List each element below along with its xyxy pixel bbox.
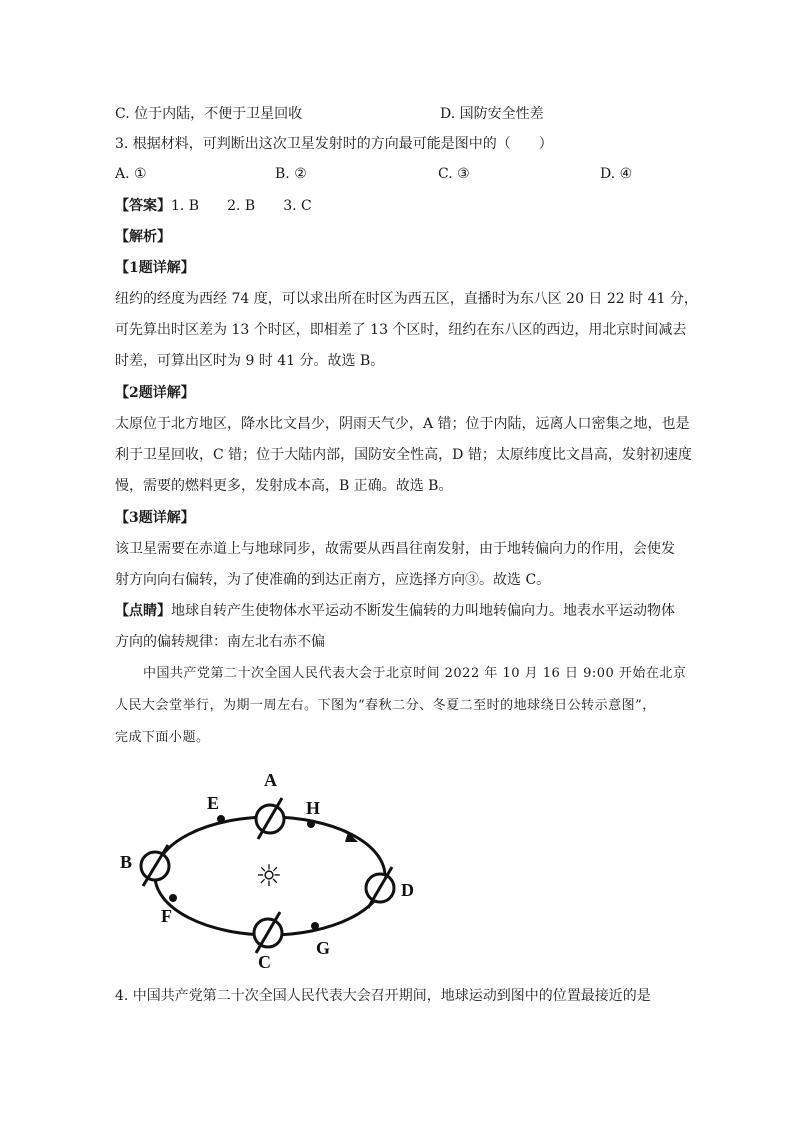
- q2-detail-line: 太原位于北方地区，降水比文昌少，阴雨天气少，A 错；位于内陆，远离人口密集之地，也是: [115, 416, 690, 432]
- label-f: F: [161, 906, 172, 926]
- q3-option-a: A. ①: [115, 166, 147, 182]
- material-line: 人民大会堂举行，为期一周左右。下图为“春秋二分、冬夏二至时的地球绕日公转示意图”，: [115, 698, 656, 713]
- tip-line-2: 方向的偏转规律：南左北右赤不偏: [115, 634, 325, 650]
- q1-detail-line: 时差，可算出区时为 9 时 41 分。故选 B。: [115, 353, 385, 369]
- q2-option-d: D. 国防安全性差: [440, 106, 544, 122]
- q3-detail-title: 【3题详解】: [115, 510, 195, 526]
- earth-position-c: [254, 912, 282, 953]
- answer-line: [115, 196, 312, 216]
- label-g: G: [316, 938, 331, 958]
- q3-stem: 3. 根据材料，可判断出这次卫星发射时的方向最可能是图中的（ ）: [115, 136, 553, 152]
- label-a: A: [264, 770, 277, 790]
- label-d: D: [401, 880, 414, 900]
- orbit-point-f: [169, 894, 177, 902]
- q3-option-d: D. ④: [600, 166, 633, 182]
- q2-option-c: C. 位于内陆，不便于卫星回收: [115, 106, 303, 122]
- orbit-point-e: [217, 815, 225, 823]
- q2-detail-line: 慢，需要的燃料更多，发射成本高，B 正确。故选 B。: [115, 478, 453, 494]
- q3-option-b: B. ②: [275, 166, 307, 182]
- label-h: H: [306, 798, 321, 818]
- answer-text: 1. B 2. B 3. C: [171, 198, 312, 214]
- q1-detail-title: 【1题详解】: [115, 260, 195, 276]
- label-b: B: [120, 852, 133, 872]
- material-line: 完成下面小题。: [115, 730, 210, 745]
- label-c: C: [258, 952, 271, 972]
- analysis-label: 【解析】: [115, 229, 171, 245]
- label-e: E: [207, 793, 220, 813]
- q1-detail-line: 可先算出时区差为 13 个时区，即相差了 13 个区时，纽约在东八区的西边，用北京时间减去: [115, 322, 687, 338]
- q3-option-c: C. ③: [438, 166, 470, 182]
- q4-stem: 4. 中国共产党第二十次全国人民代表大会召开期间，地球运动到图中的位置最接近的是: [115, 988, 651, 1004]
- tip-line-1: [115, 601, 675, 621]
- tip-label: 【点睛】: [115, 603, 171, 619]
- tip-text: 地球自转产生使物体水平运动不断发生偏转的力叫地转偏向力。地表水平运动物体: [171, 603, 675, 619]
- q2-detail-title: 【2题详解】: [115, 385, 195, 401]
- sun-icon: ☼: [255, 859, 283, 894]
- earth-position-a: [256, 798, 284, 839]
- answer-label: 【答案】: [115, 198, 171, 214]
- earth-position-d: [366, 867, 394, 908]
- q3-detail-line: 该卫星需要在赤道上与地球同步，故需要从西昌往南发射，由于地转偏向力的作用，会使发: [115, 541, 675, 557]
- q1-detail-line: 纽约的经度为西经 74 度，可以求出所在时区为西五区，直播时为东八区 20 日 22 时 41 分，: [115, 291, 698, 307]
- material-line: 中国共产党第二十次全国人民代表大会于北京时间 2022 年 10 月 16 日 9:00 开始在北京: [143, 666, 687, 681]
- q2-detail-line: 利于卫星回收，C 错；位于大陆内部，国防安全性高，D 错；太原纬度比文昌高，发射初速度: [115, 447, 692, 463]
- earth-position-b: [141, 845, 169, 886]
- orbit-point-h: [307, 820, 315, 828]
- earth-orbit-diagram: [112, 762, 422, 972]
- orbit-point-g: [311, 922, 319, 930]
- orbit-svg: [112, 762, 422, 972]
- q3-detail-line: 射方向向右偏转，为了使准确的到达正南方，应选择方向③。故选 C。: [115, 572, 551, 588]
